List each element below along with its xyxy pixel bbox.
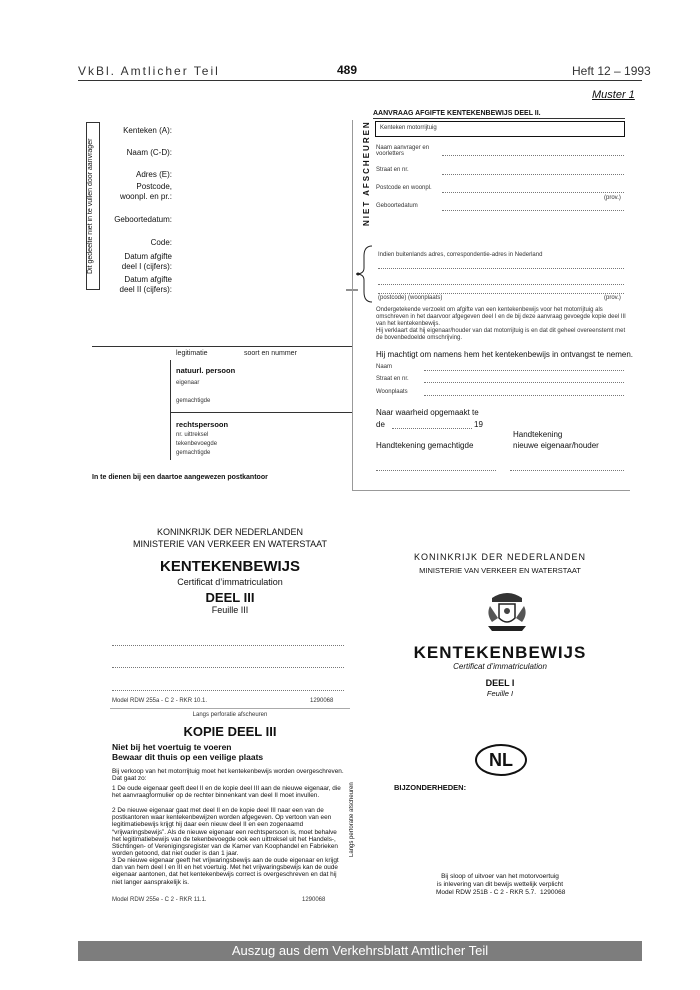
kopie-item-3: 3 De nieuwe eigenaar geeft het vrijwaringsbewijs aan de oude eigenaar en krijgt dan van hem deel I en III en het voertuig. Met het vrijwaringsbewijs kan de oude eigenaar aantonen, dat het kentekenbewijs correct is overgeschreven en dat hij niet langer aansprakelijk is. bbox=[112, 857, 339, 886]
vertical-perforatie: Langs perforatie afscheuren bbox=[349, 782, 355, 858]
natuurl-persoon: natuurl. persoon bbox=[176, 366, 236, 375]
deel3-line-3[interactable] bbox=[112, 690, 344, 691]
postcode-woonplaats: (postcode) (woonplaats) bbox=[378, 295, 443, 301]
mach-woonplaats-line[interactable] bbox=[424, 395, 624, 396]
bijzonderheden: BIJZONDERHEDEN: bbox=[394, 783, 467, 792]
buitenland-line-3[interactable] bbox=[378, 293, 624, 294]
muster-label: Muster 1 bbox=[592, 89, 635, 101]
legitimatie-label: legitimatie bbox=[176, 350, 208, 357]
handtekening-gemachtigde: Handtekening gemachtigde bbox=[376, 441, 474, 450]
brace-icon bbox=[346, 244, 376, 304]
mach-woonplaats: Woonplaats bbox=[376, 389, 408, 395]
label-kenteken: Kenteken (A): bbox=[123, 126, 172, 135]
legitimatie-separator bbox=[170, 412, 352, 413]
rechts-tekenbevoegde: tekenbevoegde bbox=[176, 441, 218, 447]
soort-label: soort en nummer bbox=[244, 350, 297, 357]
deel1-subtitle: Certificat d’immatriculation bbox=[453, 662, 547, 671]
label-adres: Adres (E): bbox=[135, 170, 172, 179]
field-postcode: Postcode en woonpl. bbox=[376, 185, 432, 191]
deel1-model: Model RDW 251B - C 2 - RKR 5.7. bbox=[436, 889, 537, 896]
deel3-feuille: Feuille III bbox=[211, 605, 249, 615]
deel3-model: Model RDW 255a - C 2 - RKR 10.1. bbox=[112, 698, 208, 704]
year-label: 19 bbox=[474, 420, 483, 429]
prov-label-2: (prov.) bbox=[604, 295, 621, 301]
kenteken-box[interactable] bbox=[375, 121, 625, 137]
deel1-kingdom: KONINKRIJK DER NEDERLANDEN bbox=[413, 552, 587, 562]
perforation-deel3 bbox=[110, 708, 350, 709]
niet-afscheuren: NIET AFSCHEUREN bbox=[362, 120, 371, 226]
field-straat-line[interactable] bbox=[442, 174, 624, 175]
deel3-code: 1290068 bbox=[310, 698, 334, 704]
label-geboortedatum: Geboortedatum: bbox=[114, 215, 172, 224]
verklaart-text: Hij verklaart dat hij eigenaar/houder van dat motorrijtuig is en dat dit geheel overeenstemt met de bovenbedoelde omschrijving. bbox=[376, 328, 626, 341]
label-datum-deel2-a: Datum afgifte bbox=[124, 275, 172, 284]
deel3-line-2[interactable] bbox=[112, 667, 344, 668]
kopie-code: 1290068 bbox=[302, 897, 326, 903]
sloop-line-2: is inlevering van dit bewijs wettelijk verplicht bbox=[436, 881, 564, 888]
deel3-subtitle: Certificat d’immatriculation bbox=[177, 577, 283, 587]
naar-waarheid: Naar waarheid opgemaakt te bbox=[376, 408, 479, 417]
kopie-intro: Bij verkoop van het motorrijtuig moet het kentekenbewijs worden overgeschreven. Dat gaat zo: bbox=[112, 768, 344, 783]
perforation-bottom bbox=[352, 490, 630, 491]
aanvraag-title: AANVRAAG AFGIFTE KENTEKENBEWIJS DEEL II. bbox=[373, 110, 541, 117]
buitenland-line-1[interactable] bbox=[378, 268, 624, 269]
rechts-uittreksel: nr. uittreksel bbox=[176, 432, 209, 438]
deel3-perforatie: Langs perforatie afscheuren bbox=[192, 712, 268, 718]
header-rule bbox=[78, 80, 642, 81]
page-number: 489 bbox=[337, 63, 358, 77]
buitenland-line-2[interactable] bbox=[378, 284, 624, 285]
buitenland-note: Indien buitenlands adres, correspondentie-adres in Nederland bbox=[378, 252, 543, 258]
nl-badge: NL bbox=[475, 744, 527, 776]
date-line[interactable] bbox=[392, 428, 472, 429]
footer-banner: Auszug aus dem Verkehrsblatt Amtlicher Teil bbox=[78, 941, 642, 961]
kenteken-label: Kenteken motorrijtuig bbox=[380, 125, 437, 131]
rechts-gemachtigde: gemachtigde bbox=[176, 450, 211, 456]
de-label: de bbox=[376, 420, 385, 429]
prov-label: (prov.) bbox=[604, 195, 621, 201]
mach-straat-line[interactable] bbox=[424, 382, 624, 383]
kopie-model: Model RDW 255e - C 2 - RKR 11.1. bbox=[112, 897, 207, 903]
label-code: Code: bbox=[150, 238, 172, 247]
kopie-item-2: 2 De nieuwe eigenaar gaat met deel II en de kopie deel III naar een van de postkantoren waar kentekenbewijzen worden afgegeven. Op vertoon van een legitimatiebewijs krijgt hij daar een nieuw deel II en een zogenaamd “vrijwaringsbewijs”. Als de nieuwe eigenaar een rechtspersoon is, moet behalve het legitimatiebewijs van de tekenbevoegde ook een uittreksel uit het Handels-, Stichtingen- of Verenigingsregister van de Kamer van Koophandel en Fabrieken worden getoond, dat niet ouder is dan 1 jaar. bbox=[112, 807, 338, 858]
aanvraag-title-rule bbox=[373, 118, 625, 119]
coat-of-arms-icon bbox=[482, 588, 532, 634]
field-postcode-line[interactable] bbox=[442, 192, 624, 193]
perforation-left bbox=[352, 120, 353, 490]
deel3-kingdom: KONINKRIJK DER NEDERLANDEN bbox=[156, 527, 304, 537]
deel1-feuille: Feuille I bbox=[486, 689, 514, 698]
label-naam: Naam (C-D): bbox=[126, 148, 172, 157]
sign-line-eigenaar[interactable] bbox=[510, 470, 624, 471]
label-datum-deel1-b: deel I (cijfers): bbox=[121, 262, 172, 271]
deel1-deel: DEEL I bbox=[485, 678, 515, 688]
field-geboortedatum: Geboortedatum bbox=[376, 203, 418, 209]
label-woonpl: woonpl. en pr.: bbox=[119, 192, 172, 201]
deel3-ministry: MINISTERIE VAN VERKEER EN WATERSTAAT bbox=[132, 539, 328, 549]
deel1-title: KENTEKENBEWIJS bbox=[413, 643, 587, 662]
nieuwe-eigenaar-label: nieuwe eigenaar/houder bbox=[513, 441, 599, 450]
deel3-line-1[interactable] bbox=[112, 645, 344, 646]
deel3-title: KENTEKENBEWIJS bbox=[159, 558, 301, 575]
field-straat: Straat en nr. bbox=[376, 167, 409, 173]
mach-straat: Straat en nr. bbox=[376, 376, 409, 382]
kopie-warn-1: Niet bij het voertuig te voeren bbox=[112, 742, 232, 752]
label-datum-deel1-a: Datum afgifte bbox=[124, 252, 172, 261]
natuurl-gemachtigde: gemachtigde bbox=[176, 398, 211, 404]
issue-number: Heft 12 – 1993 bbox=[572, 64, 651, 78]
label-postcode: Postcode, bbox=[136, 182, 172, 191]
sloop-line-1: Bij sloop of uitvoer van het motorvoertuig bbox=[441, 873, 559, 880]
natuurl-eigenaar: eigenaar bbox=[176, 380, 200, 386]
mach-naam: Naam bbox=[376, 364, 393, 370]
left-divider bbox=[92, 346, 352, 347]
handtekening-label: Handtekening bbox=[513, 430, 563, 439]
field-geboortedatum-line[interactable] bbox=[442, 210, 624, 211]
journal-title: VkBl. Amtlicher Teil bbox=[78, 64, 220, 78]
machtigt-text: Hij machtigt om namens hem het kentekenbewijs in ontvangst te nemen. bbox=[376, 350, 634, 359]
rechtspersoon: rechtspersoon bbox=[176, 420, 229, 429]
deel1-ministry: MINISTERIE VAN VERKEER EN WATERSTAAT bbox=[419, 566, 581, 575]
field-naam: Naam aanvrager en voorletters bbox=[376, 145, 430, 157]
field-naam-line[interactable] bbox=[442, 155, 624, 156]
kopie-warn-2: Bewaar dit thuis op een veilige plaats bbox=[112, 752, 264, 762]
mach-naam-line[interactable] bbox=[424, 370, 624, 371]
deel3-deel: DEEL III bbox=[205, 590, 255, 605]
kopie-item-1: 1 De oude eigenaar geeft deel II en de kopie deel III aan de nieuwe eigenaar, die het aanvraagformulier op de rechter binnenkant van deel II moet invullen. bbox=[112, 785, 341, 800]
label-datum-deel2-b: deel II (cijfers): bbox=[119, 285, 172, 294]
sign-line-gemachtigde[interactable] bbox=[376, 470, 496, 471]
postkantoor-note: In te dienen bij een daartoe aangewezen postkantoor bbox=[92, 474, 268, 481]
ondergetekende-text: Ondergetekende verzoekt om afgifte van een kentekenbewijs voor het motorrijtuig als omschreven in het daarvoor afgegeven deel I en de bij deze aanvraag gevoegde kopie deel III van het kentekenbewijs. bbox=[376, 307, 626, 327]
kopie-title: KOPIE DEEL III bbox=[183, 724, 277, 739]
deel1-code: 1290068 bbox=[540, 889, 566, 896]
vertical-note: Dit gedeelte niet in te vullen door aanvrager bbox=[87, 138, 94, 274]
